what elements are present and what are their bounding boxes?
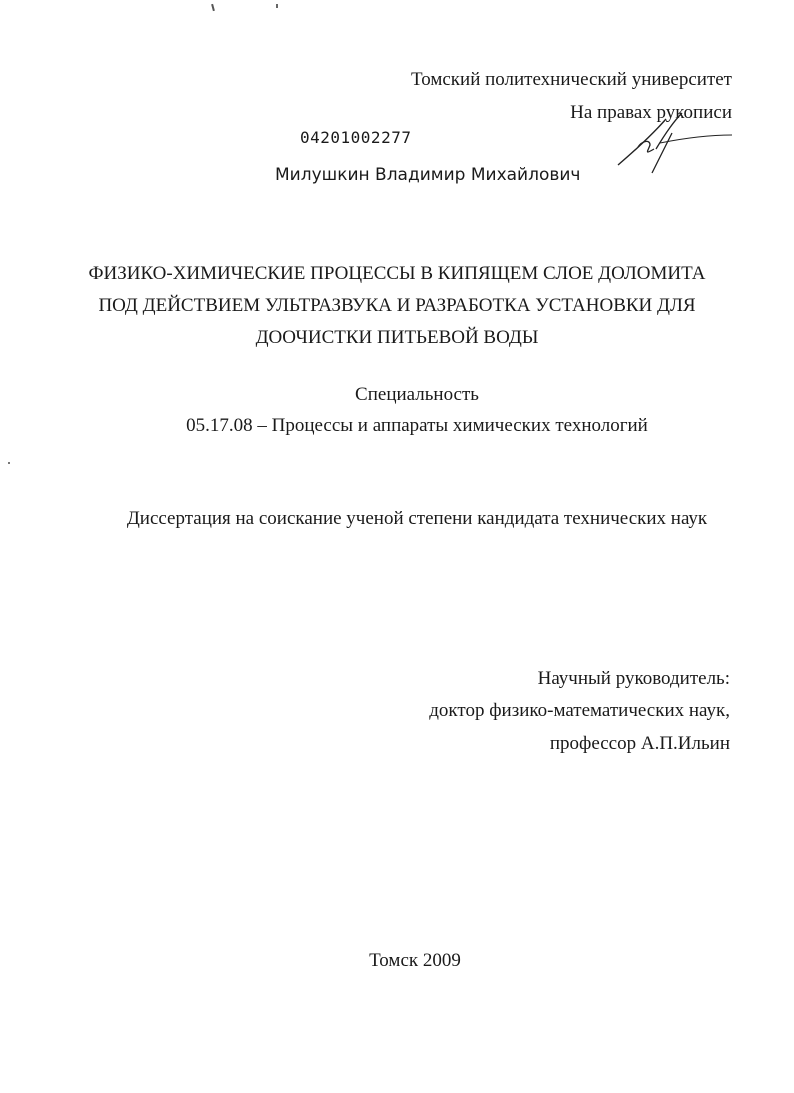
manuscript-note: На правах рукописи: [570, 102, 732, 123]
title-line: ФИЗИКО-ХИМИЧЕСКИЕ ПРОЦЕССЫ В КИПЯЩЕМ СЛОЕ ДОЛОМИТА: [88, 263, 706, 284]
author-name: Милушкин Владимир Михайлович: [275, 165, 581, 185]
signature-icon: [600, 105, 740, 180]
catalog-number: 04201002277: [300, 128, 412, 147]
advisor-name: профессор А.П.Ильин: [549, 733, 730, 754]
specialty-code: 05.17.08 – Процессы и аппараты химических технологий: [186, 415, 648, 436]
advisor-degree: доктор физико-математических наук,: [429, 700, 730, 721]
city-year: Томск 2009: [369, 950, 461, 971]
title-line: ДООЧИСТКИ ПИТЬЕВОЙ ВОДЫ: [255, 327, 539, 348]
title-line: ПОД ДЕЙСТВИЕМ УЛЬТРАЗВУКА И РАЗРАБОТКА УСТАНОВКИ ДЛЯ: [98, 295, 696, 316]
advisor-label: Научный руководитель:: [537, 668, 730, 689]
scan-speck: [8, 462, 10, 464]
degree-statement: Диссертация на соискание ученой степени кандидата технических наук: [126, 508, 708, 529]
scan-speck: [211, 4, 215, 11]
institution: Томский политехнический университет: [411, 69, 732, 90]
scan-speck: [276, 4, 278, 8]
specialty-label: Специальность: [355, 384, 479, 405]
dissertation-title: [0, 258, 794, 354]
